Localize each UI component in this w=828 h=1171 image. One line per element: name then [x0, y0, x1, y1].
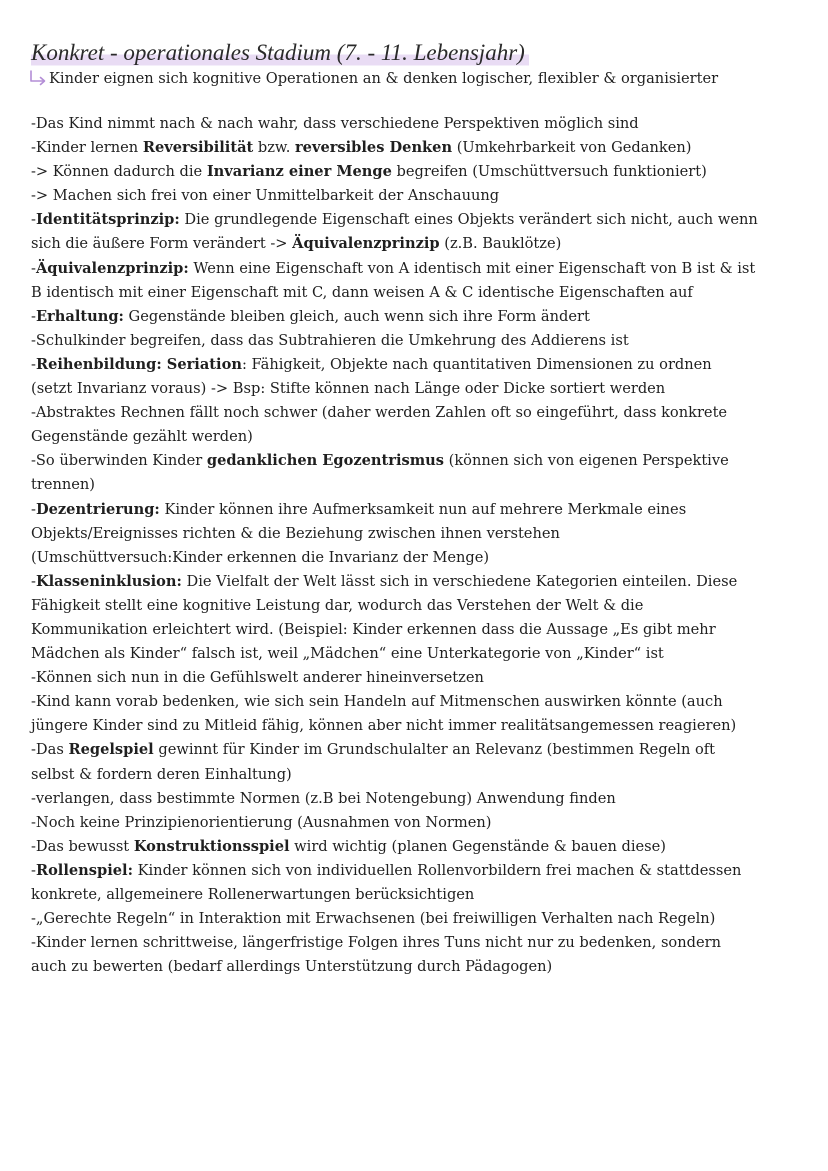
bold-term: Reversibilität [142, 139, 254, 157]
turn-right-arrow-icon [27, 70, 49, 88]
bold-term: Erhaltung: [35, 307, 124, 325]
note-text: (z.B. Bauklötze) [439, 235, 562, 253]
note-text: -Kind kann vorab bedenken, wie sich sein Handeln auf Mitmenschen auswirken könnte (auch [31, 693, 723, 711]
bold-term: Äquivalenzprinzip: [35, 259, 189, 277]
note-line [31, 425, 811, 449]
note-line [31, 714, 811, 738]
note-text: - [31, 861, 36, 879]
note-text: -Das [31, 741, 69, 759]
note-text: Kinder können sich von individuellen Rollenvorbildern frei machen & stattdessen [132, 861, 742, 879]
note-line [31, 907, 811, 931]
note-line [31, 738, 811, 762]
note-text: Gegenstände bleiben gleich, auch wenn sich ihre Form ändert [123, 307, 590, 325]
note-text: (Umschüttversuch:Kinder erkennen die Invarianz der Menge) [31, 548, 490, 566]
note-text: auch zu bewerten (bedarf allerdings Unterstützung durch Pädagogen) [31, 958, 553, 976]
note-line [31, 811, 811, 835]
page-title: Konkret - operationales Stadium (7. - 11. Lebensjahr) [31, 38, 529, 68]
note-text: Kinder können ihre Aufmerksamkeit nun auf mehrere Merkmale eines [159, 500, 687, 518]
note-line [31, 787, 811, 811]
note-text: - [31, 307, 36, 325]
note-text: Die grundlegende Eigenschaft eines Objekts verändert sich nicht, auch wenn [179, 211, 758, 229]
note-line [31, 931, 811, 955]
note-text: - [31, 211, 36, 229]
note-text: -verlangen, dass bestimmte Normen (z.B bei Notengebung) Anwendung finden [31, 789, 616, 807]
note-line [31, 184, 811, 208]
note-text: Objekts/Ereignisses richten & die Beziehung zwischen ihnen verstehen [31, 524, 560, 542]
note-line [31, 763, 811, 787]
note-line [31, 642, 811, 666]
note-text: -Abstraktes Rechnen fällt noch schwer (daher werden Zahlen oft so eingeführt, dass konkrete [31, 404, 728, 422]
note-line [31, 690, 811, 714]
note-text: Kommunikation erleichtert wird. (Beispiel: Kinder erkennen dass die Aussage „Es gibt mehr [31, 620, 716, 638]
note-line [31, 546, 811, 570]
note-text: : Fähigkeit, Objekte nach quantitativen Dimensionen zu ordnen [241, 355, 712, 373]
note-text: (Umkehrbarkeit von Gedanken) [452, 139, 692, 157]
note-text: Gegenstände gezählt werden) [31, 428, 253, 446]
note-text: selbst & fordern deren Einhaltung) [31, 765, 292, 783]
note-line [31, 208, 811, 232]
note-line [31, 859, 811, 883]
note-text: Mädchen als Kinder“ falsch ist, weil „Mädchen“ eine Unterkategorie von „Kinder“ ist [31, 645, 664, 663]
note-line [31, 353, 811, 377]
bold-term: Regelspiel [68, 741, 154, 759]
note-line [31, 257, 811, 281]
note-line [31, 666, 811, 690]
note-text: -> Können dadurch die [31, 163, 207, 181]
note-text: bzw. [253, 139, 295, 157]
note-line [31, 498, 811, 522]
note-text: -Können sich nun in die Gefühlswelt anderer hineinversetzen [31, 669, 484, 687]
note-text: - [31, 500, 36, 518]
note-line [31, 305, 811, 329]
note-line [31, 618, 811, 642]
bold-term: Klasseninklusion: [35, 572, 182, 590]
note-text: - [31, 355, 36, 373]
note-line [31, 232, 811, 256]
note-text: -Schulkinder begreifen, dass das Subtrahieren die Umkehrung des Addierens ist [31, 331, 629, 349]
bold-term: gedanklichen Egozentrismus [206, 452, 444, 470]
note-text: -So überwinden Kinder [31, 452, 207, 470]
note-line [31, 281, 811, 305]
bold-term: Dezentrierung: [35, 500, 160, 518]
note-text: konkrete, allgemeinere Rollenerwartungen berücksichtigen [31, 886, 475, 903]
note-line [31, 377, 811, 401]
note-text: begreifen (Umschüttversuch funktioniert) [391, 163, 707, 181]
note-line [31, 112, 811, 136]
notes-body [31, 112, 811, 979]
note-line [31, 835, 811, 859]
summary-text: Kinder eignen sich kognitive Operationen an & denken logischer, flexibler & organisierter [49, 70, 719, 87]
note-text: -Noch keine Prinzipienorientierung (Ausnahmen von Normen) [31, 813, 492, 831]
note-line [31, 594, 811, 618]
note-text: - [31, 259, 36, 277]
note-text: (können sich von eigenen Perspektive [444, 452, 729, 470]
note-text: sich die äußere Form verändert -> [31, 235, 293, 253]
note-line [31, 955, 811, 979]
note-text: B identisch mit einer Eigenschaft mit C, dann weisen A & C identische Eigenschaften auf [31, 283, 693, 301]
note-line [31, 401, 811, 425]
note-text: -Das Kind nimmt nach & nach wahr, dass verschiedene Perspektiven möglich sind [31, 115, 639, 132]
document-page [31, 38, 811, 979]
note-line [31, 329, 811, 353]
note-text: Die Vielfalt der Welt lässt sich in verschiedene Kategorien einteilen. Diese [181, 572, 738, 590]
note-text: -Das bewusst [31, 837, 134, 855]
bold-term: Invarianz einer Menge [206, 163, 392, 181]
note-line [31, 473, 811, 497]
bold-term: Äquivalenzprinzip [292, 235, 440, 253]
bold-term: reversibles Denken [294, 139, 453, 157]
summary-row [31, 68, 811, 90]
note-text: -> Machen sich frei von einer Unmittelbarkeit der Anschauung [31, 187, 500, 205]
note-line [31, 883, 811, 907]
note-line [31, 449, 811, 473]
note-text: -Kinder lernen schrittweise, längerfristige Folgen ihres Tuns nicht nur zu bedenken, sondern [31, 934, 721, 952]
note-text: Wenn eine Eigenschaft von A identisch mit einer Eigenschaft von B ist & ist [188, 259, 756, 277]
note-text: wird wichtig (planen Gegenstände & bauen diese) [289, 837, 666, 855]
note-text: gewinnt für Kinder im Grundschulalter an Relevanz (bestimmen Regeln oft [153, 741, 716, 759]
note-text: jüngere Kinder sind zu Mitleid fähig, können aber nicht immer realitätsangemessen reagieren) [31, 717, 737, 735]
note-text: trennen) [31, 476, 96, 494]
note-line [31, 570, 811, 594]
bold-term: Identitätsprinzip: [35, 211, 180, 229]
note-text: -Kinder lernen [31, 139, 143, 157]
note-line [31, 160, 811, 184]
bold-term: Rollenspiel: [35, 861, 133, 879]
bold-term: Konstruktionsspiel [133, 837, 290, 855]
note-text: -„Gerechte Regeln“ in Interaktion mit Erwachsenen (bei freiwilligen Verhalten nach Regeln) [31, 910, 716, 928]
note-text: Fähigkeit stellt eine kognitive Leistung dar, wodurch das Verstehen der Welt & die [31, 596, 644, 614]
note-text: (setzt Invarianz voraus) -> Bsp: Stifte können nach Länge oder Dicke sortiert werden [31, 380, 666, 398]
note-line [31, 522, 811, 546]
bold-term: Reihenbildung: Seriation [35, 355, 242, 373]
note-line [31, 136, 811, 160]
note-text: - [31, 572, 36, 590]
